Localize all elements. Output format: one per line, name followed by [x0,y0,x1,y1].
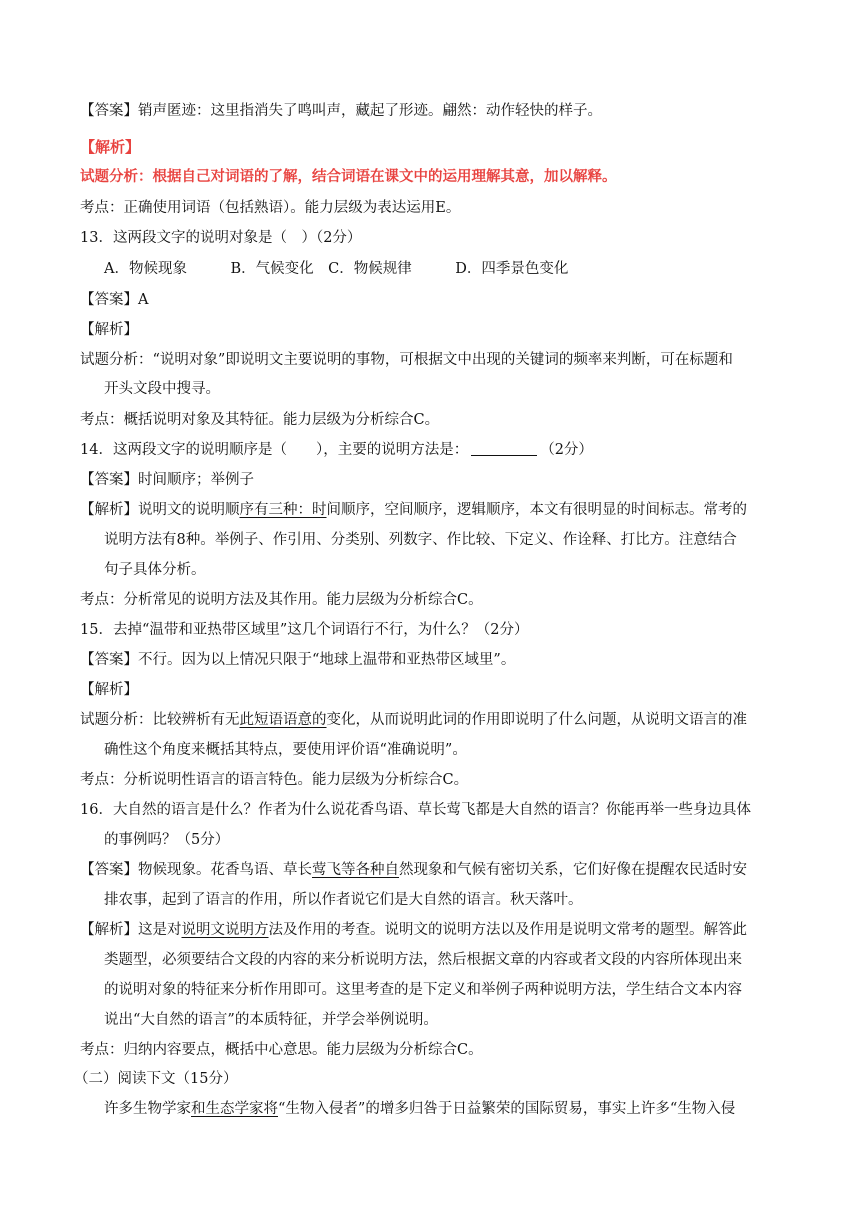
analysis-text: 开头文段中搜寻。 [104,381,220,397]
answer-segment: 然现象和气候有密切关系，它们好像在提醒农民适时安 [399,862,747,878]
analysis-text [80,920,747,940]
reading-passage [104,1099,735,1119]
kaodian-line: 考点：分析说明性语言的语言特色。能力层级为分析综合C。 [80,772,469,788]
question-16: 的事例吗？（5分） [104,832,230,848]
analysis-segment: 【解析】说明文的说明顺 [80,502,240,518]
underlined-segment: 说明文说明方 [181,922,269,938]
analysis-heading: 【解析】 [80,138,141,156]
analysis-heading: 【解析】 [80,322,138,338]
analysis-segment: 间顺序，空间顺序，逻辑顺序，本文有很明显的时间标志。常考的 [326,502,747,518]
analysis-segment: 法及作用的考查。说明文的说明方法以及作用是说明文常考的题型。解答此 [268,922,747,938]
answer-line: 【答案】时间顺序；举例子 [80,472,254,488]
answer-segment: 【答案】物候现象。花香鸟语、草长 [80,862,312,878]
underlined-segment: 此短语语意的 [239,712,327,728]
answer-line: 【答案】A [80,292,149,308]
passage-segment: 许多生物学家 [104,1101,191,1117]
question-15: 15．去掉“温带和亚热带区域里”这几个词语行不行，为什么？（2分） [80,622,529,638]
analysis-heading: 【解析】 [80,682,138,698]
question-14-score: （2分） [540,442,593,458]
analysis-text: 试题分析：根据自己对词语的了解，结合词语在课文中的运用理解其意，加以解释。 [80,169,617,185]
passage-segment: “生物入侵者”的增多归咎于日益繁荣的国际贸易，事实上许多“生物入侵 [278,1101,736,1117]
analysis-text: 试题分析：“说明对象”即说明文主要说明的事物，可根据文中出现的关键词的频率来判断，可在标题和 [80,352,733,368]
analysis-text: 的说明对象的特征来分析作用即可。这里考查的是下定义和举例子两种说明方法，学生结合文本内容 [104,982,742,998]
analysis-segment: 【解析】这是对 [80,922,182,938]
question-14-text: 14．这两段文字的说明顺序是（ ），主要的说明方法是： [80,442,469,458]
underlined-segment: 序有三种：时 [239,502,327,518]
analysis-segment: 变化，从而说明此词的作用即说明了什么问题，从说明文语言的准 [326,712,747,728]
kaodian-line: 考点：分析常见的说明方法及其作用。能力层级为分析综合C。 [80,592,483,608]
answer-line [80,860,747,880]
question-14 [80,440,593,460]
question-13-options: A．物候现象 B．气候变化 C．物候规律 D．四季景色变化 [104,261,569,277]
question-16: 16．大自然的语言是什么？作者为什么说花香鸟语、草长莺飞都是大自然的语言？你能再举一些身边具体 [80,802,751,818]
answer-line: 【答案】不行。因为以上情况只限于“地球上温带和亚热带区域里”。 [80,652,516,668]
section-heading: （二）阅读下文（15分） [74,1071,238,1087]
analysis-segment: 试题分析：比较辨析有无 [80,712,240,728]
underlined-segment: 和生态学家将 [191,1101,278,1117]
analysis-text: 确性这个角度来概括其特点，要使用评价语“准确说明”。 [104,742,467,758]
analysis-text: 说出“大自然的语言”的本质特征，并学会举例说明。 [104,1012,438,1028]
underlined-segment: 莺飞等各种自 [312,862,399,878]
answer-blank[interactable] [471,441,537,456]
kaodian-line: 考点：正确使用词语（包括熟语）。能力层级为表达运用E。 [80,200,461,216]
analysis-text [80,710,747,730]
analysis-text: 类题型，必须要结合文段的内容的来分析说明方法，然后根据文章的内容或者文段的内容所体现出来 [104,952,742,968]
analysis-text [80,500,747,520]
analysis-text: 句子具体分析。 [104,562,206,578]
answer-line: 【答案】销声匿迹：这里指消失了鸣叫声，藏起了形迹。翩然：动作轻快的样子。 [80,103,602,119]
kaodian-line: 考点：概括说明对象及其特征。能力层级为分析综合C。 [80,412,440,428]
analysis-text: 说明方法有8种。举例子、作引用、分类别、列数字、作比较、下定义、作诠释、打比方。注意结合 [104,532,737,548]
answer-line: 排农事，起到了语言的作用，所以作者说它们是大自然的语言。秋天落叶。 [104,892,583,908]
kaodian-line: 考点：归纳内容要点，概括中心意思。能力层级为分析综合C。 [80,1042,483,1058]
question-13: 13．这两段文字的说明对象是（ ）（2分） [80,230,362,246]
